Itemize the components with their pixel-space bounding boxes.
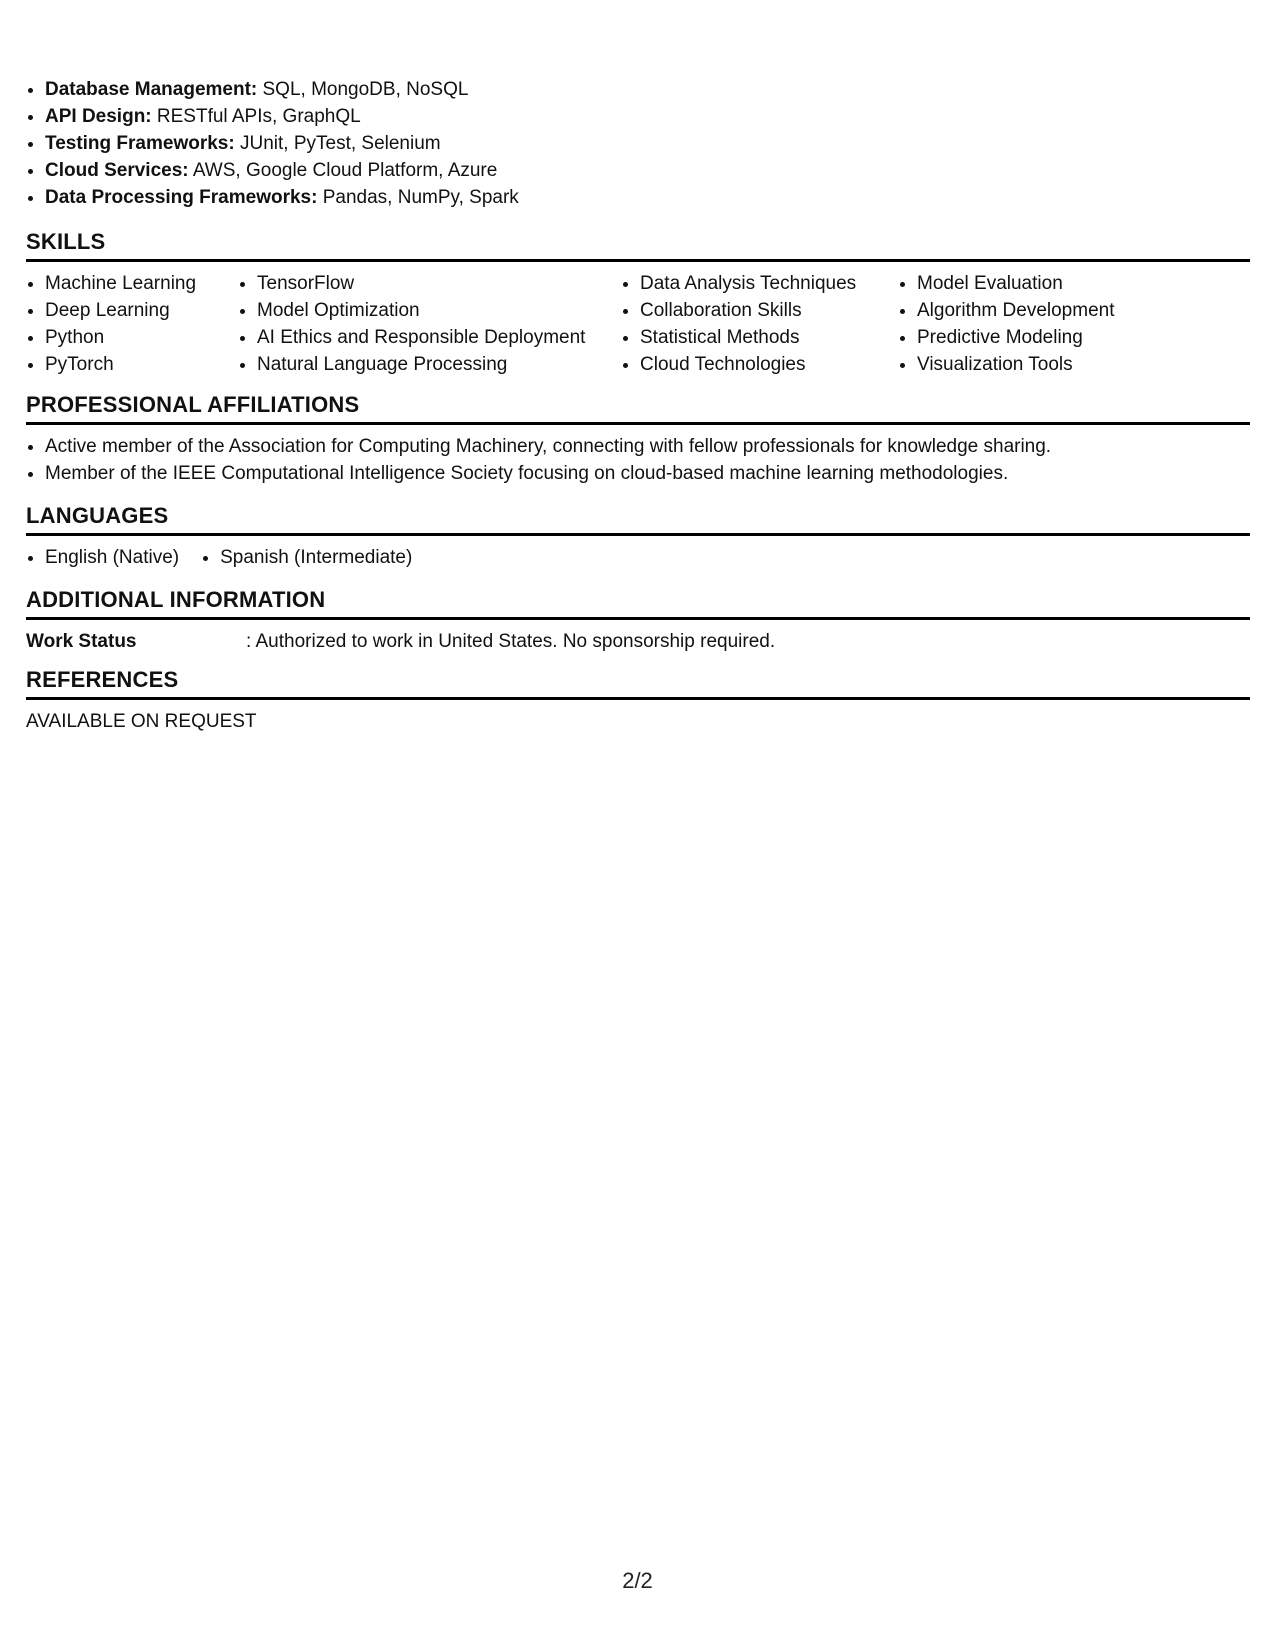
skill-item: • Deep Learning	[45, 297, 220, 324]
section-heading-skills: SKILLS	[26, 227, 1250, 262]
skill-item: • Algorithm Development	[917, 297, 1157, 324]
item-value: Pandas, NumPy, Spark	[317, 187, 519, 208]
work-status-value: : Authorized to work in United States. No sponsorship required.	[246, 631, 776, 652]
item-value: RESTful APIs, GraphQL	[151, 106, 361, 127]
references-text: AVAILABLE ON REQUEST	[26, 711, 257, 732]
skills-column	[238, 270, 603, 378]
technical-skills-list	[26, 76, 1250, 211]
section-heading-additional-info: ADDITIONAL INFORMATION	[26, 585, 1250, 620]
item-label: Testing Frameworks:	[45, 133, 235, 154]
additional-info-section	[26, 585, 1250, 655]
item-value: SQL, MongoDB, NoSQL	[257, 79, 469, 100]
affiliation-item: • Active member of the Association for Computing Machinery, connecting with fellow professionals for knowledge sharing.	[45, 433, 1250, 460]
skills-column	[621, 270, 880, 378]
skill-item: • Statistical Methods	[640, 324, 880, 351]
language-column	[26, 544, 179, 571]
language-item: • English (Native)	[45, 544, 179, 571]
languages-list	[26, 544, 1250, 571]
skill-item: • Natural Language Processing	[257, 351, 603, 378]
item-value: JUnit, PyTest, Selenium	[234, 133, 441, 154]
languages-section	[26, 501, 1250, 571]
skills-column	[26, 270, 220, 378]
section-heading-references: REFERENCES	[26, 665, 1250, 700]
item-label: Database Management:	[45, 79, 258, 100]
item-value: AWS, Google Cloud Platform, Azure	[188, 160, 498, 181]
list-item	[45, 103, 1250, 130]
skill-item: • Machine Learning	[45, 270, 220, 297]
skill-item: • Visualization Tools	[917, 351, 1157, 378]
work-status-row	[26, 628, 1250, 655]
language-item: • Spanish (Intermediate)	[220, 544, 412, 571]
item-label: API Design:	[45, 106, 152, 127]
item-label: Data Processing Frameworks:	[45, 187, 318, 208]
skill-item: • Model Optimization	[257, 297, 603, 324]
skill-item: • Python	[45, 324, 220, 351]
skill-item: • Data Analysis Techniques	[640, 270, 880, 297]
list-item	[45, 76, 1250, 103]
section-heading-languages: LANGUAGES	[26, 501, 1250, 536]
references-section	[26, 665, 1250, 735]
list-item	[45, 130, 1250, 157]
skills-grid	[26, 270, 1250, 378]
item-label: Cloud Services:	[45, 160, 189, 181]
affiliations-list	[26, 433, 1250, 487]
skill-item: • PyTorch	[45, 351, 220, 378]
resume-page	[26, 76, 1250, 735]
list-item	[45, 157, 1250, 184]
skill-item: • Collaboration Skills	[640, 297, 880, 324]
skills-section	[26, 227, 1250, 378]
affiliation-item: • Member of the IEEE Computational Intelligence Society focusing on cloud-based machine learning methodologies.	[45, 460, 1250, 487]
skill-item: • TensorFlow	[257, 270, 603, 297]
language-column	[201, 544, 412, 571]
skill-item: • Cloud Technologies	[640, 351, 880, 378]
section-heading-affiliations: PROFESSIONAL AFFILIATIONS	[26, 390, 1250, 425]
work-status-label: Work Status	[26, 631, 137, 652]
skill-item: • Model Evaluation	[917, 270, 1157, 297]
list-item	[45, 184, 1250, 211]
affiliations-section	[26, 390, 1250, 487]
page-number: 2/2	[622, 1568, 653, 1593]
skills-column	[898, 270, 1157, 378]
skill-item: • AI Ethics and Responsible Deployment	[257, 324, 603, 351]
skill-item: • Predictive Modeling	[917, 324, 1157, 351]
